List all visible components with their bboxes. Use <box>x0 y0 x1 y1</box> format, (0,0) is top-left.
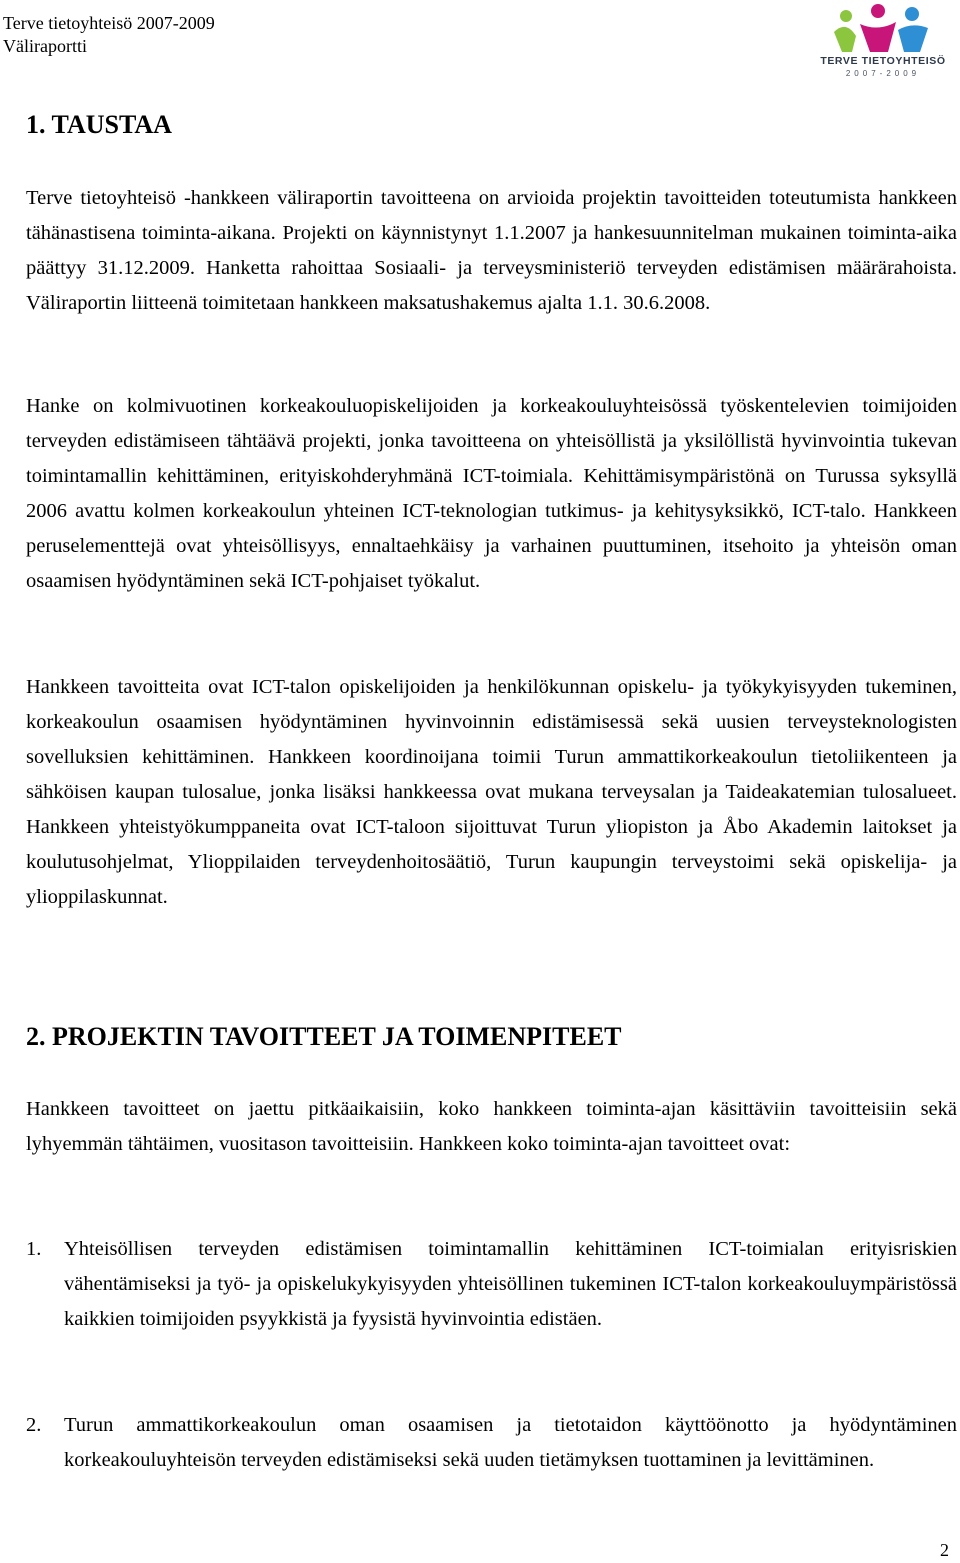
terve-tietoyhteiso-logo <box>808 2 958 82</box>
logo-text: TERVE TIETOYHTEISÖ <box>820 55 946 67</box>
list-item-text: Turun ammattikorkeakoulun oman osaamisen ja tietotaidon käyttöönotto ja hyödyntäminen korkeakouluyhteisön terveyden edistämiseksi sekä uuden tietämyksen tuottaminen ja levittäminen. <box>64 1414 957 1471</box>
people-figures-icon <box>808 2 958 56</box>
page-number: 2 <box>940 1540 949 1560</box>
list-item-text: Yhteisöllisen terveyden edistämisen toimintamallin kehittäminen ICT-toimialan erityisriskien vähentämiseksi ja työ- ja opiskelukykyisyyden yhteisöllinen tukeminen ICT-talon korkeakouluympäristössä kaikkien toimijoiden psyykkistä ja fyysistä hyvinvointia edistäen. <box>64 1238 957 1330</box>
section-1-paragraph-3: Hankkeen tavoitteita ovat ICT-talon opiskelijoiden ja henkilökunnan opiskelu- ja työkykyisyyden tukeminen, korkeakoulun osaamisen hyödyntäminen hyvinvoinnin edistämisessä sekä uusien terveysteknologisten sovelluksien kehittäminen. Hankkeen koordinoijana toimii Turun ammattikorkeakoulun tietoliikenteen ja sähköisen kaupan tulosalue, jonka lisäksi hankkeessa ovat mukana terveysalan ja Taideakatemian tulosalueet. Hankkeen yhteistyökumppaneita ovat ICT-taloon sijoittuvat Turun yliopiston ja Åbo Akademin laitokset ja koulutusohjelmat, Ylioppilaiden terveydenhoitosäätiö, Turun kaupungin terveystoimi sekä opiskelija- ja ylioppilaskunnat. <box>26 676 957 908</box>
header-title: Terve tietoyhteisö 2007-2009 <box>3 13 215 33</box>
section-1-paragraph-2: Hanke on kolmivuotinen korkeakouluopiskelijoiden ja korkeakouluyhteisössä työskentelevien toimijoiden terveyden edistämiseen tähtäävä projekti, jonka tavoitteena on yhteisöllistä ja yksilöllistä hyvinvointia tukevan toimintamallin kehittäminen, erityiskohderyhmänä ICT-toimiala. Kehittämisympäristönä on Turussa syksyllä 2006 avattu kolmen korkeakoulun yhteinen ICT-teknologian tutkimus- ja kehitysyksikkö, ICT-talo. Hankkeen peruselementtejä ovat yhteisöllisyys, ennaltaehkäisy ja varhainen puuttuminen, itsehoito ja yhteisön oman osaamisen hyödyntäminen sekä ICT-pohjaiset työkalut. <box>26 395 957 592</box>
section-2-heading: 2. PROJEKTIN TAVOITTEET JA TOIMENPITEET <box>26 1022 622 1051</box>
logo-years: 2007-2009 <box>845 69 921 78</box>
section-2-intro: Hankkeen tavoitteet on jaettu pitkäaikaisiin, koko hankkeen toiminta-ajan käsittäviin tavoitteisiin sekä lyhyemmän tähtäimen, vuositason tavoitteisiin. Hankkeen koko toiminta-ajan tavoitteet ovat: <box>26 1098 957 1155</box>
list-item-number: 2. <box>26 1414 42 1436</box>
section-1-paragraph-1: Terve tietoyhteisö -hankkeen väliraportin tavoitteena on arvioida projektin tavoitteiden toteutumista hankkeen tähänastisena toiminta-aikana. Projekti on käynnistynyt 1.1.2007 ja hankesuunnitelman mukainen toiminta-aika päättyy 31.12.2009. Hanketta rahoittaa Sosiaali- ja terveysministeriö terveyden edistämisen määrärahoista. Väliraportin liitteenä toimitetaan hankkeen maksatushakemus ajalta 1.1. 30.6.2008. <box>26 187 957 314</box>
section-1-heading: 1. TAUSTAA <box>26 110 172 139</box>
page-header <box>3 12 215 58</box>
list-item-number: 1. <box>26 1238 42 1260</box>
header-subtitle: Väliraportti <box>3 36 87 56</box>
